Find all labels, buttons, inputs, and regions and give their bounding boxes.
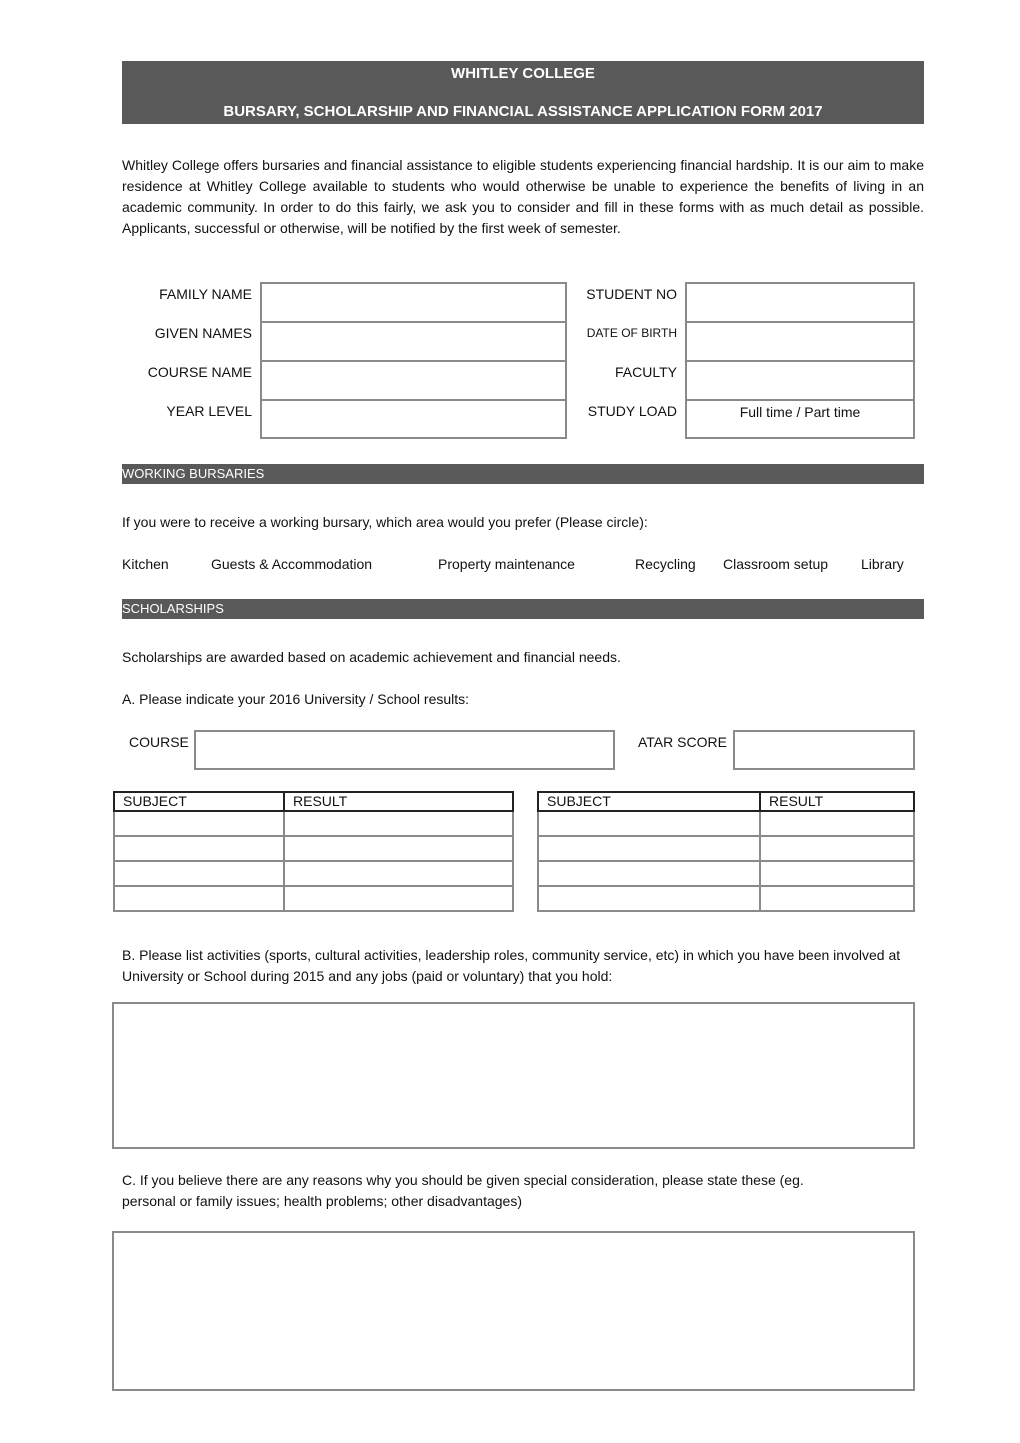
- course-label: COURSE: [129, 734, 189, 750]
- activities-field[interactable]: [112, 1002, 915, 1149]
- subject-cell[interactable]: [538, 836, 760, 861]
- family-name-label: FAMILY NAME: [159, 286, 252, 302]
- table-row: [538, 836, 914, 861]
- given-names-field[interactable]: [260, 321, 567, 362]
- result-cell[interactable]: [284, 886, 513, 911]
- table-row: [538, 886, 914, 911]
- subject-header: SUBJECT: [538, 792, 760, 811]
- atar-field[interactable]: [733, 730, 915, 770]
- study-load-label: STUDY LOAD: [587, 403, 677, 419]
- faculty-label: FACULTY: [615, 364, 677, 380]
- option-library[interactable]: Library: [861, 556, 904, 572]
- atar-label: ATAR SCORE: [638, 734, 727, 750]
- intro-paragraph: Whitley College offers bursaries and financial assistance to eligible students experiencing financial hardship. It is our aim to make residence at Whitley College available to students who would otherwise be unable to experience the benefits of living in an academic community. In order to do this fairly, we ask you to consider and fill in these forms with as much detail as possible. Applicants, successful or otherwise, will be notified by the first week of semester.: [122, 157, 924, 236]
- result-cell[interactable]: [760, 811, 914, 836]
- question-a: A. Please indicate your 2016 University / School results:: [122, 691, 470, 707]
- subject-cell[interactable]: [538, 861, 760, 886]
- table-row: [114, 836, 513, 861]
- result-header: RESULT: [284, 792, 513, 811]
- option-classroom-setup[interactable]: Classroom setup: [723, 556, 829, 572]
- faculty-field[interactable]: [685, 360, 915, 401]
- result-cell[interactable]: [284, 836, 513, 861]
- form-title: BURSARY, SCHOLARSHIP AND FINANCIAL ASSISTANCE APPLICATION FORM 2017: [223, 103, 823, 120]
- table-row: [114, 886, 513, 911]
- option-recycling[interactable]: Recycling: [635, 556, 696, 572]
- subject-cell[interactable]: [538, 886, 760, 911]
- student-no-label: STUDENT NO: [586, 286, 677, 302]
- result-cell[interactable]: [284, 811, 513, 836]
- result-cell[interactable]: [760, 886, 914, 911]
- results-table-right: [537, 791, 915, 912]
- result-cell[interactable]: [284, 861, 513, 886]
- course-name-label: COURSE NAME: [147, 364, 252, 380]
- given-names-label: GIVEN NAMES: [154, 325, 252, 341]
- subject-cell[interactable]: [114, 861, 284, 886]
- option-kitchen[interactable]: Kitchen: [122, 556, 169, 572]
- family-name-field[interactable]: [260, 282, 567, 323]
- header-banner: [122, 61, 924, 124]
- dob-label: DATE OF BIRTH: [586, 326, 677, 340]
- subject-header: SUBJECT: [114, 792, 284, 811]
- table-row: [538, 861, 914, 886]
- result-cell[interactable]: [760, 861, 914, 886]
- college-title: WHITLEY COLLEGE: [451, 65, 595, 82]
- result-header: RESULT: [760, 792, 914, 811]
- question-c-line2: personal or family issues; health problems; other disadvantages): [122, 1193, 522, 1209]
- working-question: If you were to receive a working bursary, which area would you prefer (Please circle):: [122, 514, 648, 530]
- option-guests-accommodation[interactable]: Guests & Accommodation: [211, 556, 373, 572]
- student-no-field[interactable]: [685, 282, 915, 323]
- subject-cell[interactable]: [114, 836, 284, 861]
- scholarships-intro: Scholarships are awarded based on academic achievement and financial needs.: [122, 649, 621, 665]
- option-property-maintenance[interactable]: Property maintenance: [438, 556, 575, 572]
- year-level-field[interactable]: [260, 399, 567, 439]
- table-row: [114, 861, 513, 886]
- working-bursaries-heading: WORKING BURSARIES: [122, 464, 924, 484]
- question-c-line1: C. If you believe there are any reasons why you should be given special consideration, please state these (eg.: [122, 1172, 804, 1188]
- study-load-field[interactable]: [685, 399, 915, 439]
- subject-cell[interactable]: [114, 811, 284, 836]
- table-row: [538, 811, 914, 836]
- results-table-left: [113, 791, 514, 912]
- scholarships-heading: SCHOLARSHIPS: [122, 599, 924, 619]
- study-load-value: Full time / Part time: [739, 404, 861, 420]
- result-cell[interactable]: [760, 836, 914, 861]
- subject-cell[interactable]: [114, 886, 284, 911]
- course-name-field[interactable]: [260, 360, 567, 401]
- subject-cell[interactable]: [538, 811, 760, 836]
- dob-field[interactable]: [685, 321, 915, 362]
- course-field[interactable]: [194, 730, 615, 770]
- year-level-label: YEAR LEVEL: [166, 403, 252, 419]
- question-b: B. Please list activities (sports, cultural activities, leadership roles, community service, etc) in which you have been involved at University or School during 2015 and any jobs (paid or voluntary) that you hold:: [122, 947, 901, 984]
- special-consideration-field[interactable]: [112, 1231, 915, 1391]
- table-row: [114, 811, 513, 836]
